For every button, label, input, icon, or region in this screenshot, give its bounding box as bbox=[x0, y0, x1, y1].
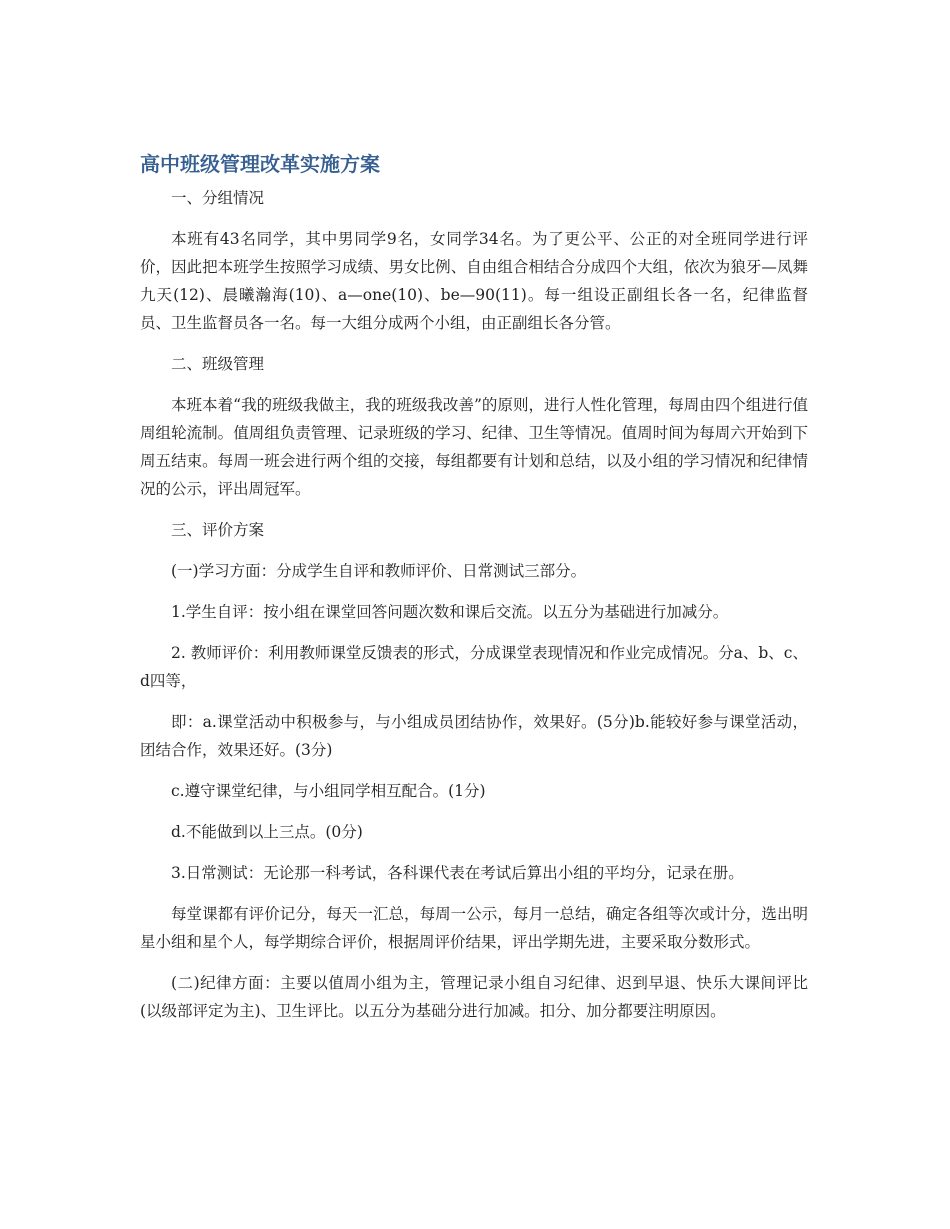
paragraph-grade-c: c.遵守课堂纪律，与小组同学相互配合。(1分) bbox=[171, 782, 486, 800]
paragraph-grade-a-b: 即：a.课堂活动中积极参与，与小组成员团结协作，效果好。(5分)b.能较好参与课堂活动，团结合作，效果还好。(3分) bbox=[140, 713, 808, 759]
section-heading-grouping: 一、分组情况 bbox=[171, 189, 265, 207]
paragraph-self-evaluation: 1.学生自评：按小组在课堂回答问题次数和课后交流。以五分为基础进行加减分。 bbox=[171, 603, 729, 621]
paragraph-grade-d: d.不能做到以上三点。(0分) bbox=[171, 823, 363, 841]
document-title: 高中班级管理改革实施方案 bbox=[140, 152, 380, 176]
paragraph-grouping: 本班有43名同学，其中男同学9名，女同学34名。为了更公平、公正的对全班同学进行评价，因此把本班学生按照学习成绩、男女比例、自由组合相结合分成四个大组，依次为狼牙—凤舞九天(12)、晨曦瀚海(10)、a—one(10)、be—90(11)。每一组设正副组长各一名，纪律监督员、卫生监督员各一名。每一大组分成两个小组，由正副组长各分管。 bbox=[140, 230, 808, 332]
document-body bbox=[140, 150, 808, 1038]
section-heading-evaluation: 三、评价方案 bbox=[171, 521, 265, 539]
paragraph-class-management: 本班本着“我的班级我做主，我的班级我改善”的原则，进行人性化管理，每周由四个组进行值周组轮流制。值周组负责管理、记录班级的学习、纪律、卫生等情况。值周时间为每周六开始到下周五结束。每周一班会进行两个组的交接，每组都要有计划和总结，以及小组的学习情况和纪律情况的公示，评出周冠军。 bbox=[140, 396, 808, 498]
paragraph-discipline-aspect: (二)纪律方面：主要以值周小组为主，管理记录小组自习纪律、迟到早退、快乐大课间评比(以级部评定为主)、卫生评比。以五分为基础分进行加减。扣分、加分都要注明原因。 bbox=[140, 974, 808, 1020]
paragraph-teacher-evaluation: 2. 教师评价：利用教师课堂反馈表的形式，分成课堂表现情况和作业完成情况。分a、b、c、d四等， bbox=[140, 644, 808, 690]
paragraph-scoring-summary: 每堂课都有评价记分，每天一汇总，每周一公示，每月一总结，确定各组等次或计分，选出明星小组和星个人，每学期综合评价，根据周评价结果，评出学期先进，主要采取分数形式。 bbox=[140, 905, 808, 951]
paragraph-study-aspect: (一)学习方面：分成学生自评和教师评价、日常测试三部分。 bbox=[171, 562, 587, 580]
section-heading-class-management: 二、班级管理 bbox=[171, 355, 265, 373]
paragraph-daily-test: 3.日常测试：无论那一科考试，各科课代表在考试后算出小组的平均分，记录在册。 bbox=[171, 864, 744, 882]
